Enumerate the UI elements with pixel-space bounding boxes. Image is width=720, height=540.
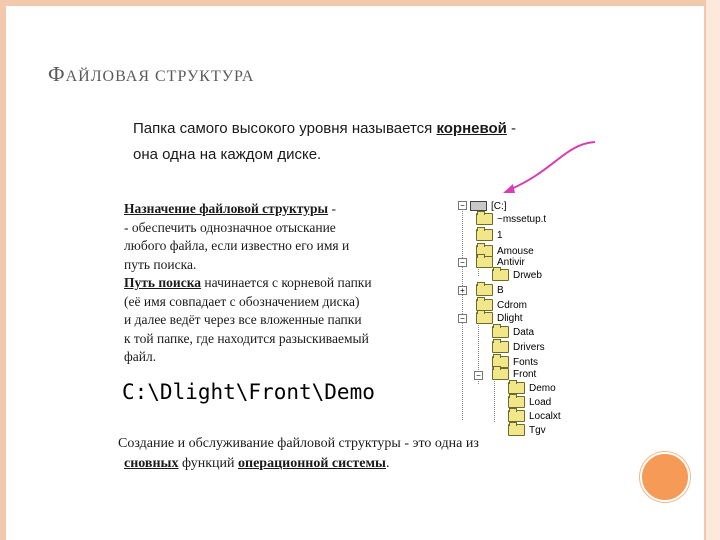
para1-line2: - обеспечить однозначное отыскание	[124, 219, 336, 235]
purpose-term: Назначение файловой структуры	[124, 201, 329, 216]
bottom-mid: функций	[178, 456, 238, 471]
folder-icon	[508, 382, 525, 394]
tree-item-label: ~mssetup.t	[497, 213, 547, 225]
bottom-underlined-1: сновных	[124, 456, 179, 471]
tree-item[interactable]	[492, 267, 542, 283]
bottom-line2	[124, 456, 389, 472]
collapse-icon[interactable]: −	[474, 371, 483, 380]
para2-line4: к той папке, где находится разыскиваемый	[124, 330, 369, 346]
tree-item-label: Front	[513, 368, 537, 380]
drive-icon	[470, 201, 487, 211]
tree-item[interactable]	[476, 227, 503, 243]
folder-icon	[476, 256, 493, 268]
folder-icon	[492, 341, 509, 353]
folder-icon	[476, 284, 493, 296]
bottom-underlined-2: операционной системы	[238, 456, 386, 471]
arrow-icon	[495, 130, 605, 200]
frame-top	[0, 0, 720, 6]
expand-icon[interactable]: +	[458, 286, 467, 295]
tree-item-label: Demo	[529, 382, 556, 394]
folder-icon	[492, 326, 509, 338]
folder-icon	[492, 269, 509, 281]
tree-item-label: Tgv	[529, 424, 546, 436]
root-definition-line1	[133, 120, 516, 137]
slide-title	[48, 62, 254, 87]
para1-line3: любого файла, если известно его имя и	[124, 238, 350, 253]
para2-line5: файл.	[124, 349, 157, 364]
folder-icon	[476, 229, 493, 241]
folder-icon	[508, 424, 525, 436]
tree-item-label: Cdrom	[497, 299, 528, 311]
frame-right-band	[706, 0, 720, 540]
root-term: корневой	[436, 120, 507, 137]
tree-item[interactable]	[476, 211, 546, 227]
para1-line1	[124, 200, 444, 219]
line1-text: Папка самого высокого уровня называется	[133, 120, 437, 137]
bottom-line1: Создание и обслуживание файловой структуры - это одна из	[118, 436, 479, 451]
tree-item-label: Drivers	[513, 341, 545, 353]
tree-item-label: Localxt	[529, 410, 561, 422]
para1-line4: путь поиска.	[124, 256, 197, 272]
line1-dash: -	[506, 120, 517, 137]
frame-left	[0, 0, 6, 540]
tree-item-label: Fonts	[513, 356, 539, 368]
tree-item[interactable]	[492, 339, 545, 355]
tree-item[interactable]	[508, 422, 546, 438]
para2-line3: и далее ведёт через все вложенные папки	[124, 312, 362, 327]
tree-item-label: 1	[497, 229, 503, 241]
tree-item-label: Data	[513, 326, 535, 338]
tree-item[interactable]	[492, 324, 534, 340]
collapse-icon[interactable]: −	[458, 258, 467, 267]
tree-item-label: Amouse	[497, 245, 534, 257]
folder-icon	[492, 368, 509, 380]
tree-item-label: B	[497, 284, 504, 296]
folder-icon	[508, 410, 525, 422]
example-path: C:\Dlight\Front\Demo	[122, 380, 375, 404]
decorative-circle	[640, 452, 690, 502]
title-rest: АЙЛОВАЯ СТРУКТУРА	[65, 68, 255, 85]
folder-icon	[476, 213, 493, 225]
folder-icon	[476, 312, 493, 324]
folder-tree	[450, 198, 580, 436]
para2-line2: (её имя совпадает с обозначением диска)	[124, 293, 360, 309]
root-definition-line2: она одна на каждом диске.	[133, 146, 322, 163]
tree-item-label: Drweb	[513, 269, 542, 281]
collapse-icon[interactable]: −	[458, 314, 467, 323]
para2-l1-text: начинается с корневой папки	[201, 275, 372, 290]
title-initial: Ф	[48, 62, 66, 86]
description-block	[124, 200, 444, 367]
tree-item-label: Dlight	[497, 312, 523, 324]
para2-line1	[124, 274, 444, 293]
tree-item[interactable]	[476, 282, 504, 298]
collapse-icon[interactable]: −	[458, 201, 467, 210]
search-path-term: Путь поиска	[124, 275, 202, 290]
bottom-period: .	[385, 456, 390, 471]
tree-root-label: [C:]	[491, 200, 507, 212]
tree-item-label: Load	[529, 396, 552, 408]
tree-item-label: Antivir	[497, 256, 525, 268]
para1-dash: -	[328, 201, 336, 216]
folder-icon	[508, 396, 525, 408]
